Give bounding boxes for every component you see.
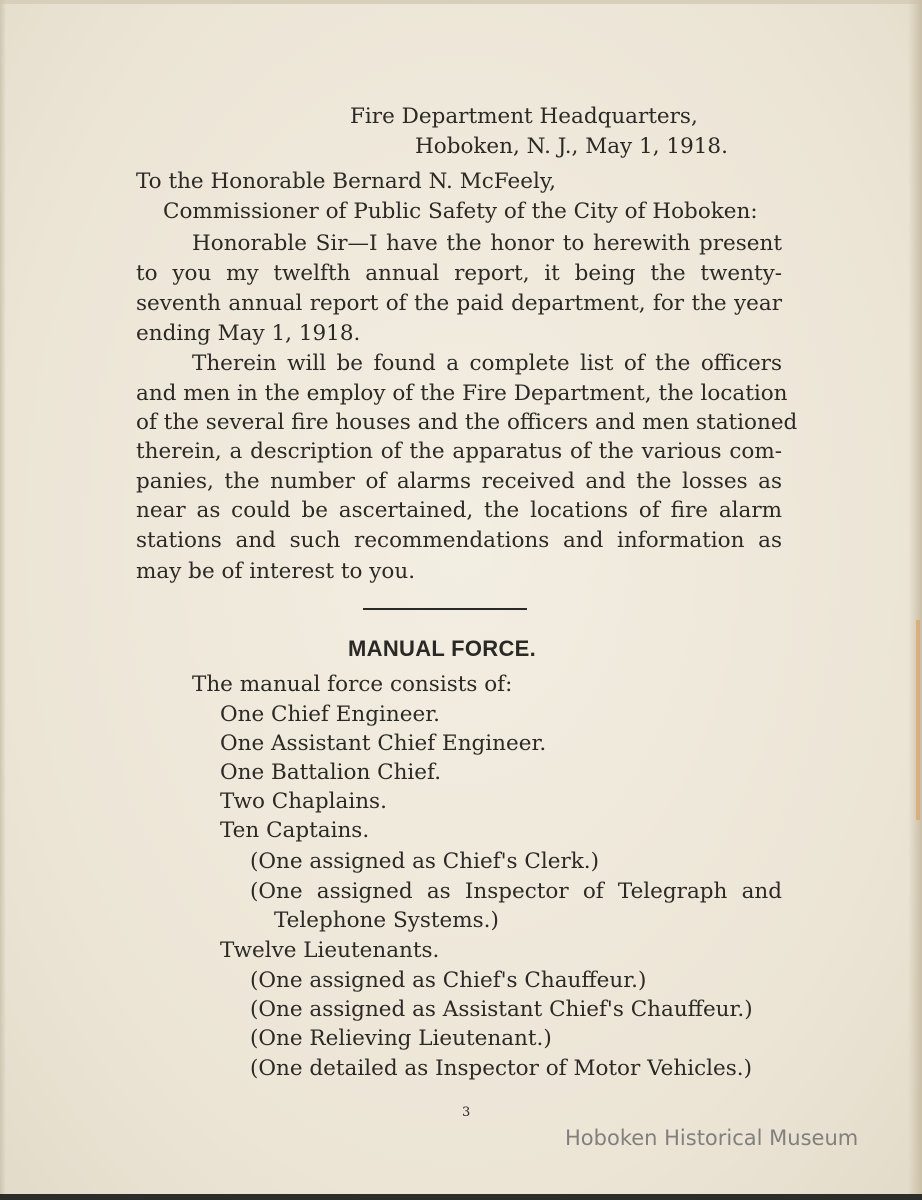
list-subitem: (One assigned as Inspector of Telegraph and <box>250 879 782 904</box>
section-title: MANUAL FORCE. <box>348 636 537 661</box>
list-subitem: (One assigned as Chief's Clerk.) <box>250 849 600 874</box>
paragraph-line: of the several fire houses and the officers and men stationed <box>136 410 798 435</box>
list-item: Two Chaplains. <box>220 789 387 814</box>
paragraph-line: Therein will be found a complete list of the officers <box>192 351 782 376</box>
paragraph-line: to you my twelfth annual report, it being the twenty- <box>136 261 782 286</box>
paragraph-line: panies, the number of alarms received and the losses as <box>136 469 782 494</box>
museum-watermark: Hoboken Historical Museum <box>565 1126 859 1150</box>
letter-heading-line: Hoboken, N. J., May 1, 1918. <box>415 134 728 159</box>
paragraph-line: may be of interest to you. <box>136 559 416 584</box>
page-edge-left <box>0 0 6 1200</box>
page-edge-right <box>908 0 922 1200</box>
list-item: Ten Captains. <box>220 818 370 843</box>
list-subitem: Telephone Systems.) <box>274 908 499 933</box>
page-edge-tab <box>916 620 920 820</box>
paragraph-line: stations and such recommendations and information as <box>136 528 782 553</box>
page-number: 3 <box>462 1105 471 1120</box>
paragraph-line: Honorable Sir—I have the honor to herewith present <box>192 231 782 256</box>
paragraph-line: near as could be ascertained, the locations of fire alarm <box>136 498 782 523</box>
paragraph-line: seventh annual report of the paid department, for the year <box>136 291 782 316</box>
page-edge-bottom <box>0 1194 922 1200</box>
section-divider <box>363 608 527 610</box>
list-item: One Chief Engineer. <box>220 702 440 727</box>
paragraph-line: ending May 1, 1918. <box>136 321 361 346</box>
list-item: Twelve Lieutenants. <box>220 938 440 963</box>
list-item: One Assistant Chief Engineer. <box>220 731 547 756</box>
list-item: One Battalion Chief. <box>220 760 442 785</box>
list-subitem: (One detailed as Inspector of Motor Vehicles.) <box>250 1056 753 1081</box>
page-edge-top <box>0 0 922 4</box>
list-subitem: (One Relieving Lieutenant.) <box>250 1026 552 1051</box>
salutation-line: To the Honorable Bernard N. McFeely, <box>136 169 556 194</box>
salutation-line: Commissioner of Public Safety of the City of Hoboken: <box>163 199 758 224</box>
paragraph-line: therein, a description of the apparatus of the various com- <box>136 439 782 464</box>
paragraph-line: and men in the employ of the Fire Department, the location <box>136 381 788 406</box>
letter-heading-line: Fire Department Headquarters, <box>350 104 698 129</box>
manual-force-intro: The manual force consists of: <box>192 672 513 697</box>
list-subitem: (One assigned as Chief's Chauffeur.) <box>250 968 647 993</box>
list-subitem: (One assigned as Assistant Chief's Chauffeur.) <box>250 997 753 1022</box>
